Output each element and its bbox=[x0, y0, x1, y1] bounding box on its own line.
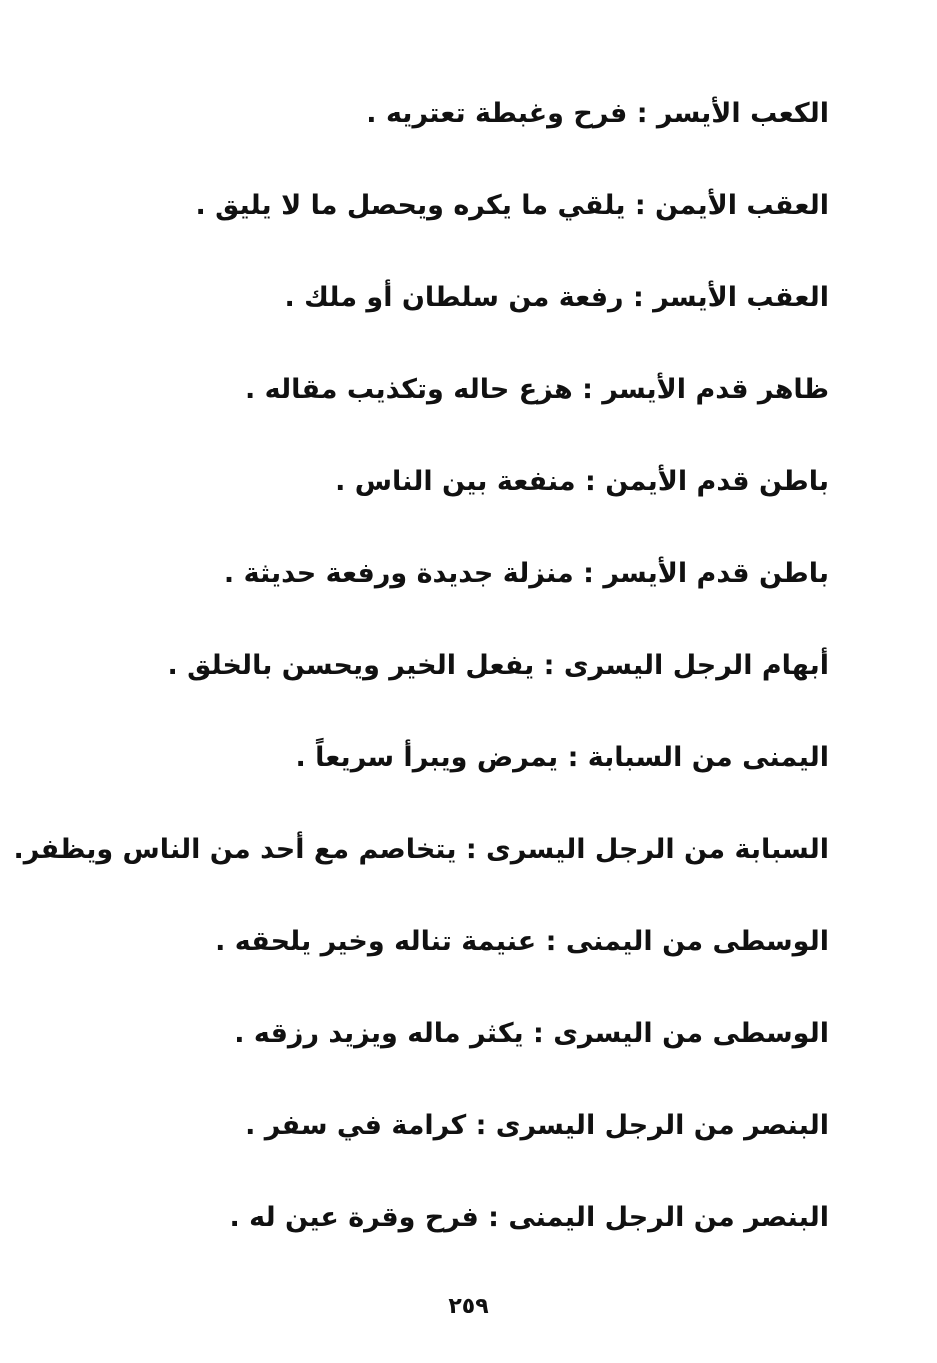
text-line: ظاهر قدم الأيسر : هزع حاله وتكذيب مقاله . bbox=[245, 374, 829, 405]
text-line: البنصر من الرجل اليمنى : فرح وقرة عين له . bbox=[229, 1202, 829, 1233]
text-line: اليمنى من السبابة : يمرض ويبرأ سريعاً . bbox=[295, 742, 829, 773]
text-line: العقب الأيمن : يلقي ما يكره ويحصل ما لا يليق . bbox=[195, 190, 829, 221]
text-line: الوسطى من اليسرى : يكثر ماله ويزيد رزقه . bbox=[234, 1018, 829, 1049]
text-line: السبابة من الرجل اليسرى : يتخاصم مع أحد من الناس ويظفر. bbox=[13, 834, 829, 865]
text-line: البنصر من الرجل اليسرى : كرامة في سفر . bbox=[245, 1110, 829, 1141]
page-number: ٢٥٩ bbox=[448, 1294, 489, 1319]
text-line: العقب الأيسر : رفعة من سلطان أو ملك . bbox=[284, 282, 829, 313]
text-line: أبهام الرجل اليسرى : يفعل الخير ويحسن بالخلق . bbox=[167, 650, 829, 681]
text-body bbox=[13, 86, 829, 1282]
text-line: الكعب الأيسر : فرح وغبطة تعتريه . bbox=[366, 98, 829, 129]
text-line: باطن قدم الأيمن : منفعة بين الناس . bbox=[335, 466, 829, 497]
text-line: باطن قدم الأيسر : منزلة جديدة ورفعة حديثة . bbox=[223, 558, 829, 589]
text-line: الوسطى من اليمنى : عنيمة تناله وخير يلحقه . bbox=[215, 926, 829, 957]
